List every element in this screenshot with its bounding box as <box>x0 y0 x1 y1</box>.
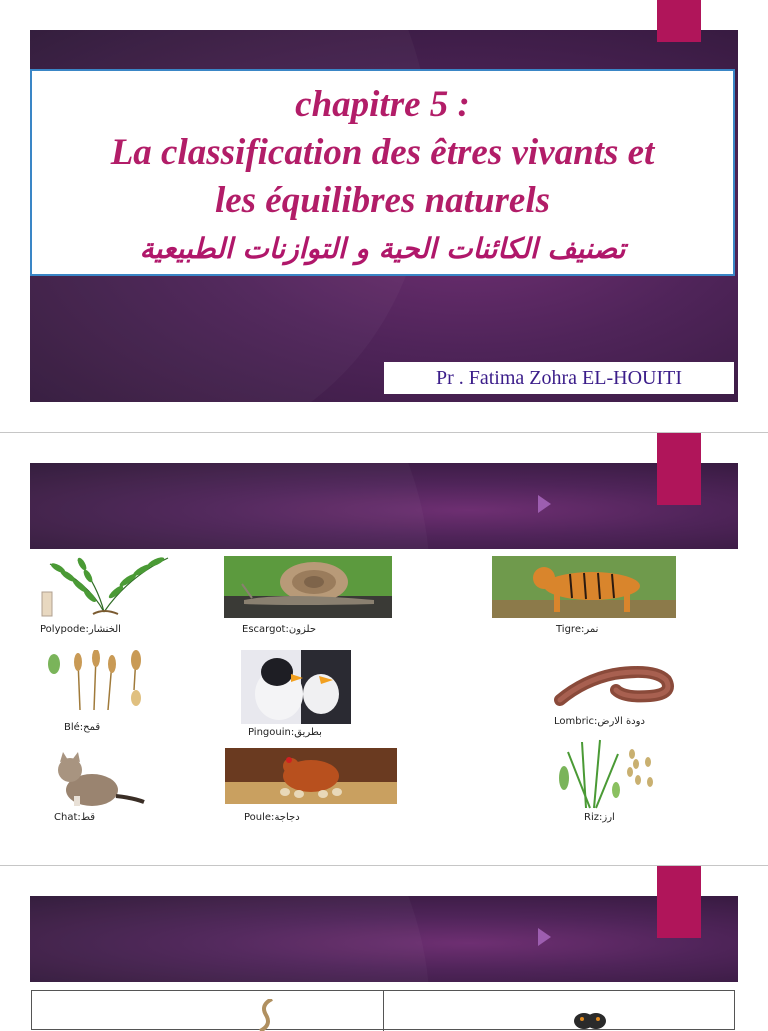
wheat-illustration-icon <box>44 650 148 712</box>
tiger-photo-icon <box>492 556 676 618</box>
hen-photo-icon <box>225 748 397 804</box>
slide-3-arrow-icon <box>538 928 551 946</box>
caption-ble: Blé:قمح <box>64 722 101 733</box>
slide-3-accent-tab <box>657 866 701 938</box>
arabic-title: تصنيف الكائنات الحية و التوازنات الطبيعية <box>139 232 626 265</box>
fern-illustration-icon <box>38 552 172 620</box>
author-name: Pr . Fatima Zohra EL-HOUITI <box>384 362 734 394</box>
caption-lombric: Lombric:دودة الارض <box>554 716 645 727</box>
caption-tigre: Tigre:نمر <box>556 624 599 635</box>
caption-poule: Poule:دجاجة <box>244 812 300 823</box>
caption-escargot: Escargot:حلزون <box>242 624 317 635</box>
earthworm-photo-icon <box>554 660 676 710</box>
slide-separator <box>0 432 768 433</box>
cat-photo-icon <box>50 752 146 808</box>
slide-2-arrow-icon <box>538 495 551 513</box>
rice-illustration-icon <box>556 738 660 810</box>
slide-separator-2 <box>0 865 768 866</box>
slide-2-header-background <box>30 463 738 549</box>
chapter-title: chapitre 5 : <box>295 84 470 125</box>
caption-polypode: Polypode:الخنشار <box>40 624 121 635</box>
slide-3-header-background <box>30 896 738 982</box>
snail-photo-icon <box>224 556 392 618</box>
worm-illustration-icon <box>252 999 282 1031</box>
caption-riz: Riz:ارز <box>584 812 615 823</box>
title-box <box>30 69 735 276</box>
butterfly-illustration-icon <box>572 1007 608 1031</box>
slide-2-accent-tab <box>657 433 701 505</box>
penguin-photo-icon <box>241 650 351 724</box>
caption-chat: Chat:قط <box>54 812 96 823</box>
slide-3-table <box>31 990 735 1030</box>
title-line-2: La classification des êtres vivants et <box>110 132 655 173</box>
slide-1-accent-tab <box>657 0 701 42</box>
caption-pingouin: Pingouin:بطريق <box>248 727 322 738</box>
table-column-divider <box>383 991 384 1031</box>
title-line-3: les équilibres naturels <box>214 180 551 221</box>
